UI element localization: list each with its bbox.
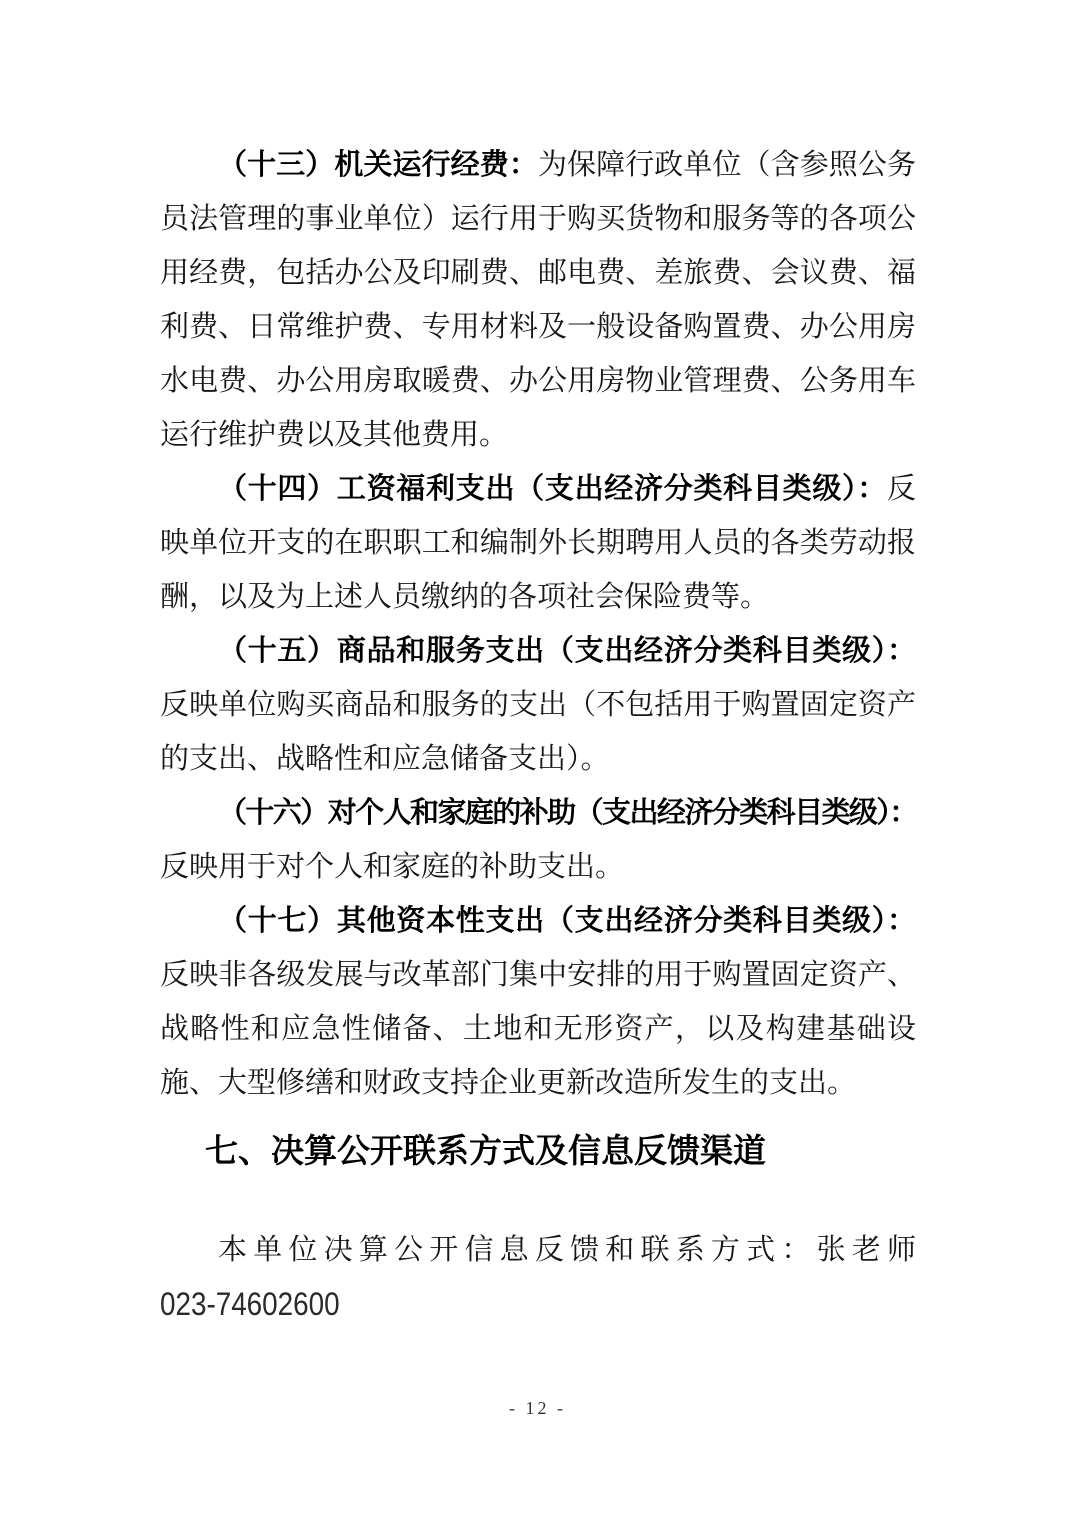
definition-13-body: 为保障行政单位（含参照公务员法管理的事业单位）运行用于购买货物和服务等的各项公用经费，包括办公及印刷费、邮电费、差旅费、会议费、福利费、日常维护费、专用材料及一般设备购置费、办公用房水电费、办公用房取暖费、办公用房物业管理费、公务用车运行维护费以及其他费用。 [160, 149, 916, 451]
definition-paragraph-16 [160, 786, 916, 894]
definition-16-label: （十六）对个人和家庭的补助（支出经济分类科目类级）： [218, 797, 916, 829]
definition-14-label: （十四）工资福利支出（支出经济分类科目类级）： [218, 473, 887, 505]
page-number: - 12 - [509, 1398, 566, 1418]
definition-13-label: （十三）机关运行经费： [218, 149, 538, 181]
definition-paragraph-17 [160, 894, 916, 1110]
definition-15-label: （十五）商品和服务支出（支出经济分类科目类级）： [218, 635, 916, 667]
contact-phone-number: 023-74602600 [160, 1286, 340, 1322]
definition-17-label: （十七）其他资本性支出（支出经济分类科目类级）： [218, 905, 916, 937]
definition-15-body: 反映单位购买商品和服务的支出（不包括用于购置固定资产的支出、战略性和应急储备支出）。 [160, 689, 916, 775]
definition-paragraph-15 [160, 624, 916, 786]
definition-17-body: 反映非各级发展与改革部门集中安排的用于购置固定资产、战略性和应急性储备、土地和无形资产，以及构建基础设施、大型修缮和财政支持企业更新改造所发生的支出。 [160, 959, 916, 1099]
definition-16-body: 反映用于对个人和家庭的补助支出。 [160, 851, 625, 883]
definition-14-body: 反映单位开支的在职职工和编制外长期聘用人员的各类劳动报酬，以及为上述人员缴纳的各项社会保险费等。 [160, 473, 916, 613]
definition-paragraph-14 [160, 462, 916, 624]
definition-paragraph-13 [160, 138, 916, 462]
section-heading: 七、决算公开联系方式及信息反馈渠道 [205, 1132, 766, 1169]
page-content [160, 0, 916, 1333]
contact-paragraph [160, 1223, 916, 1333]
contact-intro-text: 本单位决算公开信息反馈和联系方式：张老师 [218, 1234, 916, 1266]
